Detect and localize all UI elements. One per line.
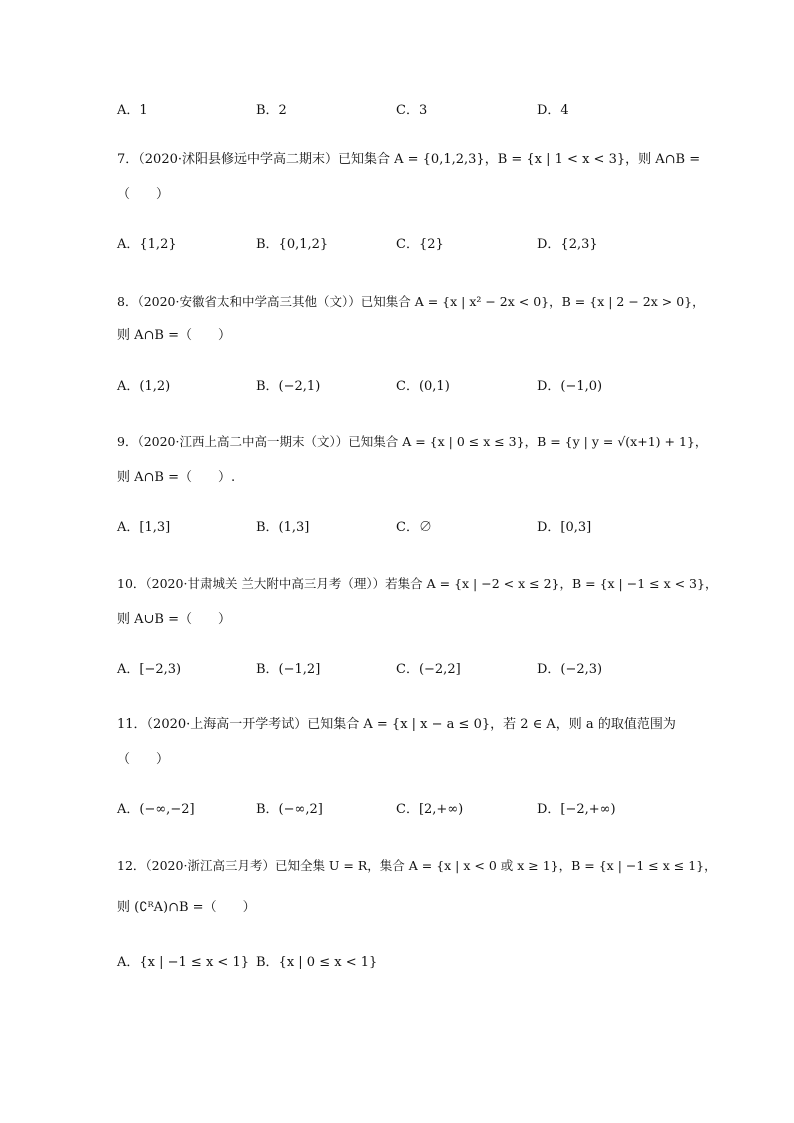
q6-option-d: D．4 <box>537 103 569 118</box>
q9-option-b: B．(1,3] <box>256 520 310 535</box>
q11-stem: 11．（2020·上海高一开学考试）已知集合 A = {x | x − a ≤ 0}，若 2 ∈ A，则 a 的取值范围为 <box>117 717 676 732</box>
q10-stem: 10．（2020·甘肃城关 兰大附中高三月考（理））若集合 A = {x | −2 < x ≤ 2}，B = {x | −1 ≤ x < 3}， <box>117 576 718 591</box>
q9-stem-cont: 则 A∩B =（ ）. <box>117 470 236 485</box>
q8-option-c: C．(0,1) <box>396 379 450 394</box>
q6-option-b: B．2 <box>256 103 287 118</box>
q10-option-a: A．[−2,3) <box>117 662 182 677</box>
q11-option-c: C．[2,+∞) <box>396 802 464 817</box>
q9-option-c: C．∅ <box>396 520 432 535</box>
q12-option-a: A．{x | −1 ≤ x < 1} <box>117 955 249 970</box>
q7-option-a: A．{1,2} <box>117 237 177 252</box>
q7-stem: 7．（2020·沭阳县修远中学高二期末）已知集合 A = {0,1,2,3}，B = {x | 1 < x < 3}，则 A∩B = <box>117 152 701 167</box>
q8-option-d: D．(−1,0) <box>537 379 603 394</box>
q10-option-c: C．(−2,2] <box>396 662 461 677</box>
q11-option-a: A．(−∞,−2] <box>117 802 195 817</box>
q6-option-c: C．3 <box>396 103 428 118</box>
q8-stem: 8．（2020·安徽省太和中学高三其他（文））已知集合 A = {x | x² − 2x < 0}，B = {x | 2 − 2x > 0}， <box>117 294 705 309</box>
q9-option-d: D．[0,3] <box>537 520 592 535</box>
q8-option-a: A．(1,2) <box>117 379 171 394</box>
q11-option-d: D．[−2,+∞) <box>537 802 616 817</box>
q7-option-c: C．{2} <box>396 237 444 252</box>
q9-option-a: A．[1,3] <box>117 520 171 535</box>
q11-option-b: B．(−∞,2] <box>256 802 323 817</box>
q11-stem-cont: （ ） <box>117 752 170 767</box>
q6-option-a: A．1 <box>117 103 148 118</box>
q7-stem-cont: （ ） <box>117 187 170 202</box>
q10-option-d: D．(−2,3) <box>537 662 603 677</box>
q12-stem: 12．（2020·浙江高三月考）已知全集 U = R，集合 A = {x | x < 0 或 x ≥ 1}，B = {x | −1 ≤ x ≤ 1}， <box>117 858 717 873</box>
q10-option-b: B．(−1,2] <box>256 662 321 677</box>
q9-stem: 9．（2020·江西上高二中高一期末（文））已知集合 A = {x | 0 ≤ x ≤ 3}，B = {y | y = √(x+1) + 1}， <box>117 434 708 449</box>
q7-option-d: D．{2,3} <box>537 237 598 252</box>
q10-stem-cont: 则 A∪B =（ ） <box>117 612 231 627</box>
q8-stem-cont: 则 A∩B =（ ） <box>117 328 231 343</box>
q12-stem-cont: 则 (∁ᴿA)∩B =（ ） <box>117 900 256 915</box>
q7-option-b: B．{0,1,2} <box>256 237 329 252</box>
q12-option-b: B．{x | 0 ≤ x < 1} <box>256 955 378 970</box>
q8-option-b: B．(−2,1) <box>256 379 321 394</box>
